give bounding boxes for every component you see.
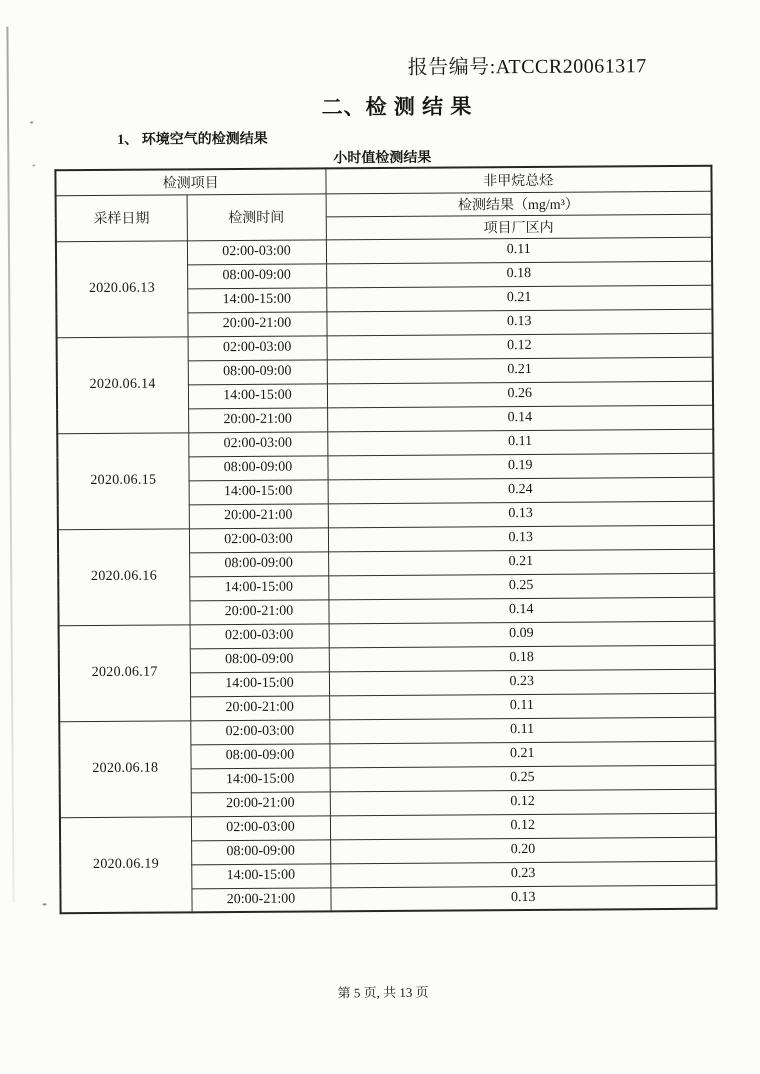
time-cell: 02:00-03:00 xyxy=(191,815,330,840)
time-cell: 20:00-21:00 xyxy=(189,503,328,528)
value-cell: 0.14 xyxy=(327,405,713,432)
results-table-body xyxy=(56,237,717,914)
page-footer: 第 5 页, 共 13 页 xyxy=(337,984,429,1001)
value-cell: 0.18 xyxy=(329,645,715,672)
time-cell: 08:00-09:00 xyxy=(187,263,326,288)
time-cell: 02:00-03:00 xyxy=(188,431,327,456)
value-cell: 0.19 xyxy=(327,453,713,480)
header-location: 项目厂区内 xyxy=(326,214,712,240)
time-cell: 14:00-15:00 xyxy=(191,767,330,792)
value-cell: 0.13 xyxy=(328,525,714,552)
date-cell: 2020.06.16 xyxy=(58,528,190,625)
header-sampling-date: 采样日期 xyxy=(56,194,187,241)
header-parameter: 非甲烷总烃 xyxy=(325,166,711,194)
date-cell: 2020.06.17 xyxy=(59,624,191,721)
time-cell: 14:00-15:00 xyxy=(187,287,326,312)
value-cell: 0.21 xyxy=(326,285,712,312)
section-title: 二、检 测 结 果 xyxy=(321,94,473,120)
time-cell: 08:00-09:00 xyxy=(189,551,328,576)
results-table-header xyxy=(55,166,711,242)
header-result-unit: 检测结果（mg/m³） xyxy=(326,191,712,217)
report-number: 报告编号:ATCCR20061317 xyxy=(407,55,647,79)
value-cell: 0.21 xyxy=(328,549,714,576)
value-cell: 0.11 xyxy=(327,429,713,456)
value-cell: 0.13 xyxy=(328,501,714,528)
time-cell: 14:00-15:00 xyxy=(189,479,328,504)
time-cell: 20:00-21:00 xyxy=(191,887,330,912)
time-cell: 08:00-09:00 xyxy=(190,743,329,768)
time-cell: 08:00-09:00 xyxy=(188,455,327,480)
time-cell: 08:00-09:00 xyxy=(190,647,329,672)
scan-edge-line xyxy=(6,27,14,903)
time-cell: 14:00-15:00 xyxy=(190,671,329,696)
header-detection-item: 检测项目 xyxy=(55,168,325,195)
value-cell: 0.23 xyxy=(329,669,715,696)
value-cell: 0.11 xyxy=(329,717,715,744)
date-cell: 2020.06.15 xyxy=(57,432,189,529)
time-cell: 20:00-21:00 xyxy=(187,311,326,336)
header-detection-time: 检测时间 xyxy=(187,193,326,240)
time-cell: 14:00-15:00 xyxy=(191,863,330,888)
date-cell: 2020.06.14 xyxy=(57,336,189,433)
value-cell: 0.13 xyxy=(330,885,716,912)
value-cell: 0.24 xyxy=(328,477,714,504)
value-cell: 0.11 xyxy=(326,237,712,264)
time-cell: 14:00-15:00 xyxy=(189,575,328,600)
value-cell: 0.18 xyxy=(326,261,712,288)
time-cell: 20:00-21:00 xyxy=(191,791,330,816)
date-cell: 2020.06.18 xyxy=(59,720,191,817)
time-cell: 20:00-21:00 xyxy=(190,695,329,720)
value-cell: 0.09 xyxy=(329,621,715,648)
date-cell: 2020.06.19 xyxy=(60,816,192,913)
value-cell: 0.25 xyxy=(328,573,714,600)
value-cell: 0.12 xyxy=(330,789,716,816)
value-cell: 0.13 xyxy=(326,309,712,336)
value-cell: 0.23 xyxy=(330,861,716,888)
time-cell: 14:00-15:00 xyxy=(188,383,327,408)
value-cell: 0.14 xyxy=(328,597,714,624)
time-cell: 02:00-03:00 xyxy=(189,527,328,552)
value-cell: 0.12 xyxy=(327,333,713,360)
value-cell: 0.25 xyxy=(330,765,716,792)
time-cell: 02:00-03:00 xyxy=(190,719,329,744)
time-cell: 20:00-21:00 xyxy=(189,599,328,624)
value-cell: 0.20 xyxy=(330,837,716,864)
value-cell: 0.11 xyxy=(329,693,715,720)
time-cell: 02:00-03:00 xyxy=(188,335,327,360)
value-cell: 0.21 xyxy=(329,741,715,768)
value-cell: 0.26 xyxy=(327,381,713,408)
time-cell: 02:00-03:00 xyxy=(187,239,326,264)
time-cell: 08:00-09:00 xyxy=(191,839,330,864)
table-caption: 小时值检测结果 xyxy=(333,150,432,167)
value-cell: 0.12 xyxy=(330,813,716,840)
time-cell: 20:00-21:00 xyxy=(188,407,327,432)
subsection-title: 1、 环境空气的检测结果 xyxy=(117,131,268,148)
time-cell: 08:00-09:00 xyxy=(188,359,327,384)
time-cell: 02:00-03:00 xyxy=(190,623,329,648)
scan-speck xyxy=(43,903,47,905)
scan-speck xyxy=(32,164,35,166)
date-cell: 2020.06.13 xyxy=(56,240,188,337)
value-cell: 0.21 xyxy=(327,357,713,384)
results-table xyxy=(54,165,717,915)
